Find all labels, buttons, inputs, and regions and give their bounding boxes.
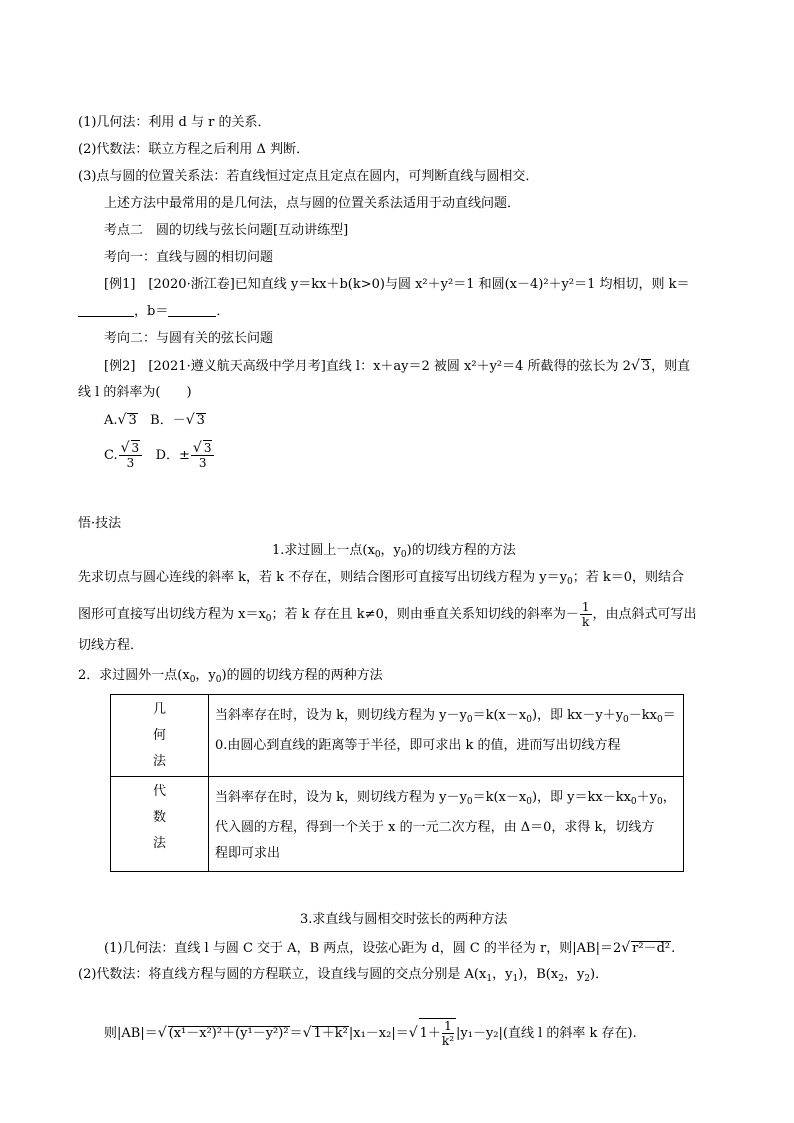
example-one-line2: ，b＝ ．: [78, 302, 229, 322]
section-title: 考点二 圆的切线与弦长问题[互动讲练型]: [104, 223, 349, 238]
direction-two: 考向二：与圆有关的弦长问题: [104, 331, 274, 346]
method-point-position: (3)点与圆的位置关系法：若直线恒过定点且定点在圆内，可判断直线与圆相交．: [78, 169, 539, 184]
skills-header: 悟·技法: [78, 516, 122, 531]
heading-chord-length: 3.求直线与圆相交时弦长的两种方法: [300, 912, 508, 927]
chord-formula: 则|AB|＝√ (x¹－x²)²＋(y¹－y²)²＝√ 1＋k²|x₁－x₂|＝√ 1＋ $\frac{1}{\text{k²}}$ |y₁－y₂|(直线 l 的斜率 k 存在).: [104, 1019, 637, 1048]
method-geometric: (1)几何法：利用 d 与 r 的关系．: [78, 115, 271, 130]
direction-one: 考向一：直线与圆的相切问题: [104, 250, 274, 265]
methods-note: 上述方法中最常用的是几何法，点与圆的位置关系法适用于动直线问题．: [104, 196, 521, 211]
chord-geometric: (1)几何法：直线 l 与圆 C 交于 A，B 两点，设弦心距为 d，圆 C 的半径为 r，则|AB|＝2√ r²－d².: [104, 940, 676, 956]
answer-blank-b[interactable]: [168, 302, 216, 317]
tangent-methods-table: [110, 694, 684, 872]
method-algebraic: (2)代数法：联立方程之后利用 Δ 判断．: [78, 142, 310, 157]
table-row: [111, 695, 684, 777]
content-geometric: 当斜率存在时，设为 k，则切线方程为 $y-y_0=k(x-x_0)$，即 $kx-y+y_0-kx_0=$ 0.由圆心到直线的距离等于半径，即可求出 k 的值，进而写出切线方程: [209, 695, 684, 777]
tangent-para-line1: 先求切点与圆心连线的斜率 k，若 k 不存在，则结合图形可直接写出切线方程为 $y=y_0$；若 k＝0，则结合: [78, 570, 684, 587]
table-row: [111, 777, 684, 872]
option-b[interactable]: B．－√ 3: [150, 412, 205, 428]
heading-tangent-outside: 2．求过圆外一点($x_0$，$y_0$)的圆的切线方程的两种方法: [78, 668, 383, 685]
tangent-para-line3: 切线方程．: [78, 638, 144, 653]
heading-tangent-on-circle: 1.求过圆上一点($x_0$，$y_0$)的切线方程的方法: [272, 543, 516, 560]
answer-blank-k[interactable]: [78, 302, 134, 317]
option-a[interactable]: A.√ 3: [104, 412, 137, 428]
option-c[interactable]: C. $\frac{√ 3}{3}$: [104, 448, 143, 463]
label-algebraic: 代 数 法: [111, 777, 209, 872]
content-algebraic: 当斜率存在时，设为 k，则切线方程为 $y-y_0=k(x-x_0)$，即 $y=kx-kx_0+y_0$， 代入圆的方程，得到一个关于 x 的一元二次方程，由 Δ＝0，求得 k，切线方 程即可求出: [209, 777, 684, 872]
option-d[interactable]: D．± $\frac{√ 3}{3}$: [156, 448, 216, 463]
chord-algebraic: (2)代数法：将直线方程与圆的方程联立，设直线与圆的交点分别是 $A(x_1$，$y_1$)，$B(x_2$，$y_2$)．: [78, 967, 609, 984]
example-two-line2: 线 l 的斜率为( ): [78, 385, 192, 400]
label-geometric: 几 何 法: [111, 695, 209, 777]
options-cd: [104, 440, 215, 470]
options-ab: [104, 410, 206, 431]
example-two-line1: [例2] [2021·遵义航天高级中学月考]直线 l：x＋ay＝2 被圆 x²＋y²＝4 所截得的弦长为 2√ 3，则直: [104, 358, 691, 374]
example-one-line1: [例1] [2020·浙江卷]已知直线 y＝kx＋b(k>0)与圆 x²＋y²＝1 和圆(x－4)²＋y²＝1 均相切，则 k＝: [104, 277, 690, 292]
tangent-para-line2: 图形可直接写出切线方程为 $x=x_0$；若 k 存在且 k≠0，则由垂直关系知切线的斜率为－ $\frac{1}{k}$ ，由点斜式可写出: [78, 600, 697, 629]
